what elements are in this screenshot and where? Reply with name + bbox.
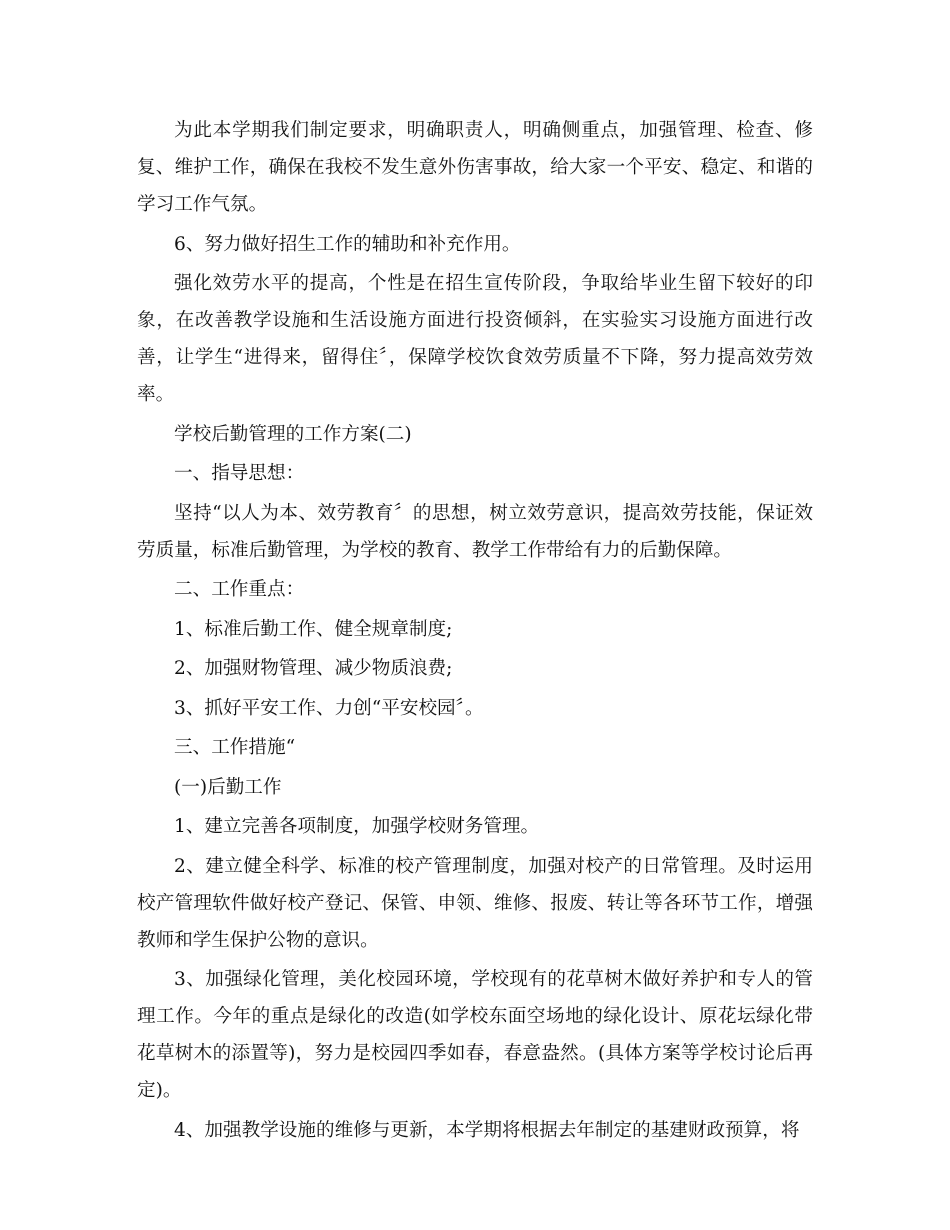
heading-guiding-ideology: 一、指导思想： [174, 463, 305, 484]
list-item-priority-1: 1、标准后勤工作、健全规章制度; [174, 618, 453, 640]
subheading-logistics-work: (一)后勤工作 [174, 776, 282, 798]
heading-work-measures: 三、工作措施“ [174, 737, 296, 758]
list-item-priority-3: 3、抓好平安工作、力创“平安校园〞。 [174, 697, 484, 719]
list-item-measure-2: 2、建立健全科学、标准的校产管理制度，加强对校产的日常管理。及时运用校产管理软件做好校产登记、保管、申领、维修、报废、转让等各环节工作，增强教师和学生保护公物的意识。 [137, 855, 813, 951]
paragraph-item-6-enrollment: 6、努力做好招生工作的辅助和补充作用。 [174, 233, 521, 255]
heading-work-priorities: 二、工作重点： [174, 579, 305, 600]
list-item-measure-3: 3、加强绿化管理，美化校园环境，学校现有的花草树木做好养护和专人的管理工作。今年的重点是绿化的改造(如学校东面空场地的绿化设计、原花坛绿化带花草树木的添置等)，努力是校园四季如春，春意盎然。(具体方案等学校讨论后再定)。 [137, 969, 813, 1101]
list-item-priority-2: 2、加强财物管理、减少物质浪费; [174, 658, 453, 679]
section-title-plan-two: 学校后勤管理的工作方案(二) [174, 423, 412, 445]
document-body [137, 112, 813, 1151]
list-item-measure-4: 4、加强教学设施的维修与更新，本学期将根据去年制定的基建财政预算，将 [174, 1119, 800, 1141]
paragraph-service-improvement: 强化效劳水平的提高，个性是在招生宣传阶段，争取给毕业生留下较好的印象，在改善教学设施和生活设施方面进行投资倾斜，在实验实习设施方面进行改善，让学生“进得来，留得住〞，保障学校饮食效劳质量不下降，努力提高效劳效率。 [137, 273, 813, 405]
list-item-measure-1: 1、建立完善各项制度，加强学校财务管理。 [174, 816, 540, 837]
paragraph-guiding-ideology: 坚持“以人为本、效劳教育〞的思想，树立效劳意识，提高效劳技能，保证效劳质量，标准后勤管理，为学校的教育、教学工作带给有力的后勤保障。 [137, 502, 813, 561]
paragraph-safety-requirements: 为此本学期我们制定要求，明确职责人，明确侧重点，加强管理、检查、修复、维护工作，确保在我校不发生意外伤害事故，给大家一个平安、稳定、和谐的学习工作气氛。 [137, 120, 813, 215]
